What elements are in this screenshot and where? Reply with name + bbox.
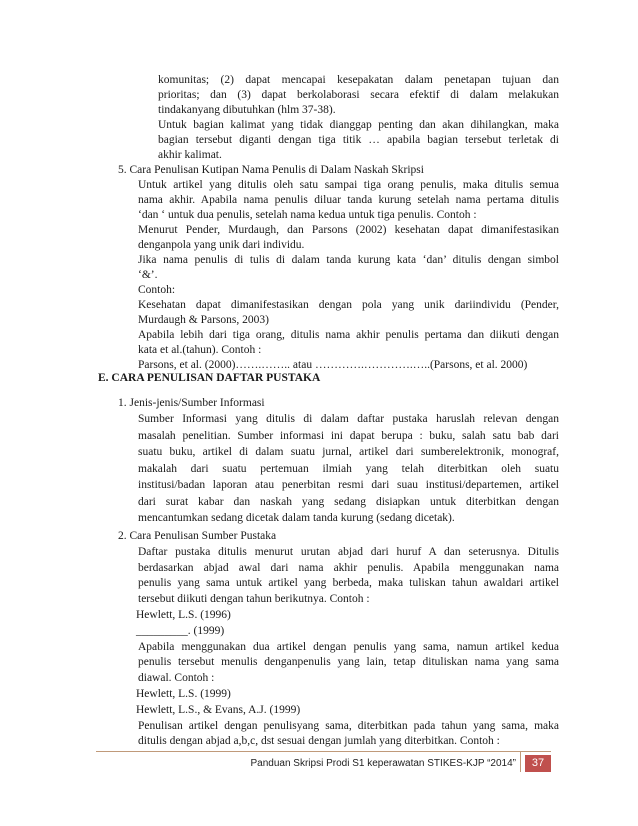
body-line: Apabila lebih dari tiga orang, ditulis nama akhir penulis pertama dan diikuti dengan [138, 329, 559, 341]
body-line: denganpola yang unik dari individu. [138, 239, 305, 251]
section-heading: 1. Jenis-jenis/Sumber Informasi [118, 396, 265, 409]
body-line: penulis yang sama untuk artikel yang berbeda, maka tuliskan tahun awaldari artikel [138, 577, 559, 590]
footer-divider [520, 752, 521, 772]
body-line: komunitas; (2) dapat mencapai kesepakatan dalam penetapan tujuan dan [158, 74, 559, 86]
body-line: Daftar pustaka ditulis menurut urutan abjad dari huruf A dan seterusnya. Ditulis [138, 545, 559, 558]
chapter-heading: E. CARA PENULISAN DAFTAR PUSTAKA [98, 372, 321, 384]
body-line: Penulisan artikel dengan penulisyang sama, diterbitkan pada tahun yang sama, maka [138, 719, 559, 732]
body-line: Untuk artikel yang ditulis oleh satu sampai tiga orang penulis, maka ditulis semua [138, 179, 559, 191]
body-line: tersebut diikuti dengan tahun berikutnya. Contoh : [138, 593, 370, 606]
body-line: penulis tersebut menulis denganpenulis yang lain, tetap dituliskan nama yang sama [138, 656, 559, 669]
body-line: Sumber Informasi yang ditulis di dalam daftar pustaka haruslah relevan dengan [138, 413, 559, 425]
footer-rule [96, 751, 551, 752]
reference-entry: Hewlett, L.S. (1999) [136, 688, 231, 700]
body-line: Kesehatan dapat dimanifestasikan dengan pola yang unik dariindividu (Pender, [138, 299, 559, 311]
body-line: diawal. Contoh : [138, 672, 215, 685]
body-line: ditulis dengan abjad a,b,c, dst sesuai dengan jumlah yang diterbitkan. Contoh : [138, 735, 500, 748]
body-line: akhir kalimat. [158, 149, 222, 161]
body-line: Parsons, et al. (2000)…….…….. atau ………….………….…..(Parsons, et al. 2000) [138, 359, 528, 371]
body-line: Menurut Pender, Murdaugh, dan Parsons (2002) kesehatan dapat dimanifestasikan [138, 224, 559, 236]
body-line: Contoh: [138, 284, 176, 296]
page-number: 37 [525, 755, 551, 772]
reference-entry: Hewlett, L.S. (1996) [136, 609, 231, 621]
body-line: dari surat kabar dan naskah yang sedang disiapkan untuk diterbitkan dengan [138, 495, 559, 508]
section-heading: 5. Cara Penulisan Kutipan Nama Penulis di Dalam Naskah Skripsi [118, 164, 424, 176]
body-line: suatu buku, artikel di dalam suatu jurnal, artikel dari sumberelektronik, monograf, [138, 446, 559, 458]
body-line: bagian tersebut diganti dengan tiga titik … apabila bagian tersebut terletak di [158, 134, 559, 146]
body-line: tindakanyang dibutuhkan (hlm 37-38). [158, 104, 336, 116]
body-line: kata et al.(tahun). Contoh : [138, 344, 262, 356]
body-line: institusi/badan laporan atau penerbitan resmi dari suau institusi/departemen, artikel [138, 479, 559, 491]
body-line: prioritas; dan (3) dapat berkolaborasi secara efektif di dalam melakukan [158, 89, 559, 101]
reference-entry: Hewlett, L.S., & Evans, A.J. (1999) [136, 703, 301, 716]
body-line: ‘dan ‘ untuk dua penulis, setelah nama kedua untuk tiga penulis. Contoh : [138, 209, 477, 221]
body-line: ‘&’. [138, 269, 158, 281]
body-line: nama akhir. Apabila nama penulis diluar tanda kurung setelah nama pertama ditulis [138, 194, 559, 206]
body-line: makalah dari suatu pertemuan ilmiah yang telah diterbitkan oleh suatu [138, 462, 559, 475]
body-line: Untuk bagian kalimat yang tidak dianggap penting dan akan dihilangkan, maka [158, 119, 559, 131]
body-line: masalah penelitian. Sumber informasi ini dapat berupa : buku, salah satu bab dari [138, 429, 559, 442]
section-heading: 2. Cara Penulisan Sumber Pustaka [118, 530, 277, 542]
footer-title: Panduan Skripsi Prodi S1 keperawatan STIKES-KJP “2014” [250, 758, 516, 769]
body-line: Jika nama penulis di tulis di dalam tanda kurung kata ‘dan’ ditulis dengan simbol [138, 254, 559, 266]
body-line: berdasarkan abjad awal dari nama akhir penulis. Apabila menggunakan nama [138, 561, 559, 574]
reference-entry: _________. (1999) [136, 624, 225, 637]
body-line: Murdaugh & Parsons, 2003) [138, 314, 269, 326]
body-line: mencantumkan sedang dicetak dalam tanda kurung (sedang dicetak). [138, 512, 455, 524]
body-line: Apabila menggunakan dua artikel dengan penulis yang sama, namun artikel kedua [138, 640, 559, 653]
